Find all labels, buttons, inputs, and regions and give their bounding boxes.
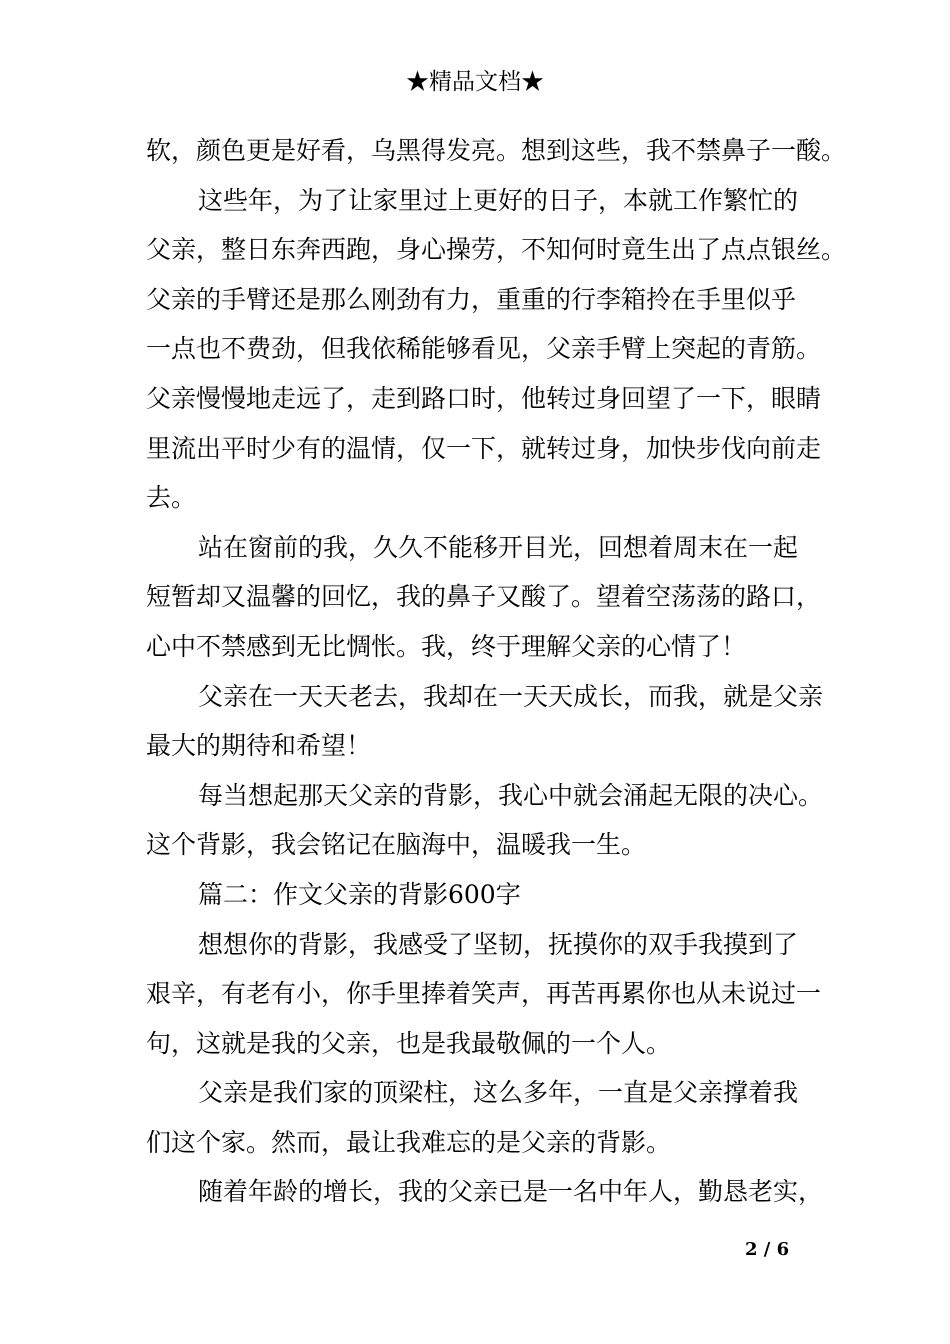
text-line: 父亲慢慢地走远了，走到路口时，他转过身回望了一下，眼睛 <box>146 383 822 413</box>
text-line: 一点也不费劲，但我依稀能够看见，父亲手臂上突起的青筋。 <box>146 334 822 364</box>
page-header-title: ★精品文档★ <box>406 69 544 95</box>
text-line: 父亲，整日东奔西跑，身心操劳，不知何时竟生出了点点银丝。 <box>146 235 847 265</box>
text-line: 每当想起那天父亲的背影，我心中就会涌起无限的决心。 <box>198 780 824 810</box>
text-line: 们这个家。然而，最让我难忘的是父亲的背影。 <box>146 1127 672 1157</box>
text-line: 艰辛，有老有小，你手里捧着笑声，再苦再累你也从未说过一 <box>146 979 822 1009</box>
document-body <box>146 126 847 1217</box>
text-line: 句，这就是我的父亲，也是我最敬佩的一个人。 <box>146 1028 672 1058</box>
text-line: 短暂却又温馨的回忆，我的鼻子又酸了。望着空荡荡的路口， <box>146 582 822 612</box>
text-line: 心中不禁感到无比惆怅。我，终于理解父亲的心情了！ <box>146 631 747 661</box>
text-line: 父亲的手臂还是那么刚劲有力，重重的行李箱拎在手里似乎 <box>146 284 797 314</box>
text-line: 这些年，为了让家里过上更好的日子，本就工作繁忙的 <box>198 185 799 215</box>
text-line: 随着年龄的增长，我的父亲已是一名中年人，勤恳老实， <box>198 1177 824 1207</box>
text-line: 父亲在一天天老去，我却在一天天成长，而我，就是父亲 <box>198 681 824 711</box>
text-line: 站在窗前的我，久久不能移开目光，回想着周末在一起 <box>198 532 799 562</box>
text-line: 去。 <box>146 483 197 513</box>
text-line: 里流出平时少有的温情，仅一下，就转过身，加快步伐向前走 <box>146 433 822 463</box>
text-line: 最大的期待和希望！ <box>146 731 372 761</box>
text-line: 这个背影，我会铭记在脑海中，温暖我一生。 <box>146 830 647 860</box>
text-line: 想想你的背影，我感受了坚韧，抚摸你的双手我摸到了 <box>198 929 799 959</box>
page-number: 2 / 6 <box>745 1239 790 1260</box>
text-line: 软，颜色更是好看，乌黑得发亮。想到这些，我不禁鼻子一酸。 <box>146 136 847 165</box>
text-line: 篇二：作文父亲的背影600字 <box>198 879 521 909</box>
text-line: 父亲是我们家的顶梁柱，这么多年，一直是父亲撑着我 <box>198 1078 799 1108</box>
